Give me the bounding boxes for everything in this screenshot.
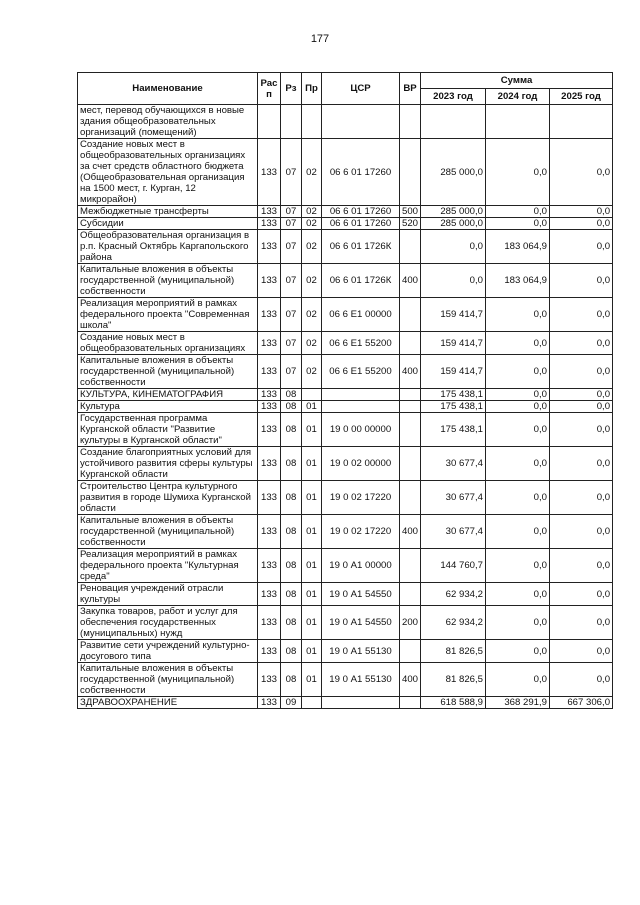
cell-csr: 06 6 Е1 00000: [322, 298, 400, 332]
cell-2024: 0,0: [486, 640, 550, 663]
cell-2023: 30 677,4: [421, 481, 486, 515]
cell-csr: 19 0 02 00000: [322, 447, 400, 481]
cell-pr: 01: [302, 401, 322, 413]
cell-pr: 02: [302, 139, 322, 206]
cell-pr: 01: [302, 549, 322, 583]
cell-2024: 183 064,9: [486, 230, 550, 264]
header-pr: Пр: [302, 73, 322, 105]
header-sum: Сумма: [421, 73, 613, 89]
table-row: [78, 298, 613, 332]
cell-2025: 0,0: [550, 264, 613, 298]
cell-vr: [400, 549, 421, 583]
cell-pr: 02: [302, 230, 322, 264]
cell-vr: 400: [400, 663, 421, 697]
table-row: [78, 206, 613, 218]
cell-rasp: 133: [258, 230, 281, 264]
cell-2024: 0,0: [486, 389, 550, 401]
cell-2025: 0,0: [550, 332, 613, 355]
cell-vr: [400, 413, 421, 447]
cell-2023: 81 826,5: [421, 640, 486, 663]
cell-pr: 01: [302, 640, 322, 663]
cell-2024: [486, 105, 550, 139]
cell-rz: 07: [281, 218, 302, 230]
header-csr: ЦСР: [322, 73, 400, 105]
cell-vr: 520: [400, 218, 421, 230]
cell-2023: 285 000,0: [421, 206, 486, 218]
cell-vr: [400, 139, 421, 206]
table-row: [78, 139, 613, 206]
cell-name: ЗДРАВООХРАНЕНИЕ: [78, 697, 258, 709]
cell-rz: 08: [281, 583, 302, 606]
cell-pr: 01: [302, 583, 322, 606]
cell-name: Капитальные вложения в объекты государственной (муниципальной) собственности: [78, 515, 258, 549]
table-row: [78, 105, 613, 139]
table-row: [78, 515, 613, 549]
table-row: [78, 401, 613, 413]
cell-vr: 500: [400, 206, 421, 218]
cell-2025: 0,0: [550, 139, 613, 206]
cell-rasp: 133: [258, 139, 281, 206]
table-row: [78, 447, 613, 481]
cell-rz: 07: [281, 264, 302, 298]
cell-csr: [322, 105, 400, 139]
cell-csr: 06 6 01 17260: [322, 139, 400, 206]
cell-2023: 159 414,7: [421, 332, 486, 355]
cell-csr: 19 0 А1 55130: [322, 663, 400, 697]
cell-2025: 667 306,0: [550, 697, 613, 709]
cell-2025: 0,0: [550, 230, 613, 264]
cell-csr: 19 0 02 17220: [322, 515, 400, 549]
cell-rasp: 133: [258, 401, 281, 413]
table-row: [78, 355, 613, 389]
cell-2023: 618 588,9: [421, 697, 486, 709]
cell-vr: [400, 640, 421, 663]
cell-rz: 08: [281, 663, 302, 697]
header-rz: Рз: [281, 73, 302, 105]
cell-csr: 19 0 00 00000: [322, 413, 400, 447]
table-row: [78, 389, 613, 401]
cell-csr: 06 6 01 1726К: [322, 230, 400, 264]
header-name: Наименование: [78, 73, 258, 105]
cell-name: Реновация учреждений отрасли культуры: [78, 583, 258, 606]
cell-pr: 01: [302, 481, 322, 515]
cell-name: Реализация мероприятий в рамках федерального проекта "Современная школа": [78, 298, 258, 332]
cell-name: Общеобразовательная организация в р.п. Красный Октябрь Каргапольского района: [78, 230, 258, 264]
page-number: 177: [310, 33, 330, 45]
cell-2023: [421, 105, 486, 139]
cell-2025: 0,0: [550, 401, 613, 413]
table-body: [78, 105, 613, 709]
cell-rasp: 133: [258, 640, 281, 663]
cell-2024: 0,0: [486, 332, 550, 355]
cell-2023: 144 760,7: [421, 549, 486, 583]
cell-rz: 08: [281, 606, 302, 640]
cell-2024: 0,0: [486, 298, 550, 332]
cell-pr: 01: [302, 606, 322, 640]
cell-rasp: 133: [258, 298, 281, 332]
cell-vr: [400, 583, 421, 606]
cell-2025: [550, 105, 613, 139]
cell-csr: 06 6 Е1 55200: [322, 355, 400, 389]
cell-pr: 02: [302, 206, 322, 218]
cell-rasp: 133: [258, 206, 281, 218]
cell-rz: 07: [281, 230, 302, 264]
cell-rasp: 133: [258, 697, 281, 709]
cell-rz: 07: [281, 139, 302, 206]
cell-pr: 02: [302, 332, 322, 355]
cell-vr: [400, 332, 421, 355]
cell-2024: 368 291,9: [486, 697, 550, 709]
header-year-2025: 2025 год: [550, 89, 613, 105]
cell-rasp: 133: [258, 389, 281, 401]
cell-name: Капитальные вложения в объекты государственной (муниципальной) собственности: [78, 264, 258, 298]
cell-2023: 175 438,1: [421, 401, 486, 413]
table-header: [78, 73, 613, 105]
cell-rasp: 133: [258, 218, 281, 230]
cell-name: Создание новых мест в общеобразовательных организациях: [78, 332, 258, 355]
cell-pr: 01: [302, 413, 322, 447]
cell-2023: 0,0: [421, 264, 486, 298]
cell-2024: 0,0: [486, 206, 550, 218]
cell-vr: [400, 401, 421, 413]
cell-pr: 02: [302, 298, 322, 332]
cell-vr: [400, 105, 421, 139]
cell-2025: 0,0: [550, 389, 613, 401]
header-year-2024: 2024 год: [486, 89, 550, 105]
cell-pr: [302, 105, 322, 139]
cell-pr: 01: [302, 447, 322, 481]
cell-rasp: 133: [258, 413, 281, 447]
cell-2023: 175 438,1: [421, 389, 486, 401]
table-row: [78, 481, 613, 515]
cell-pr: [302, 697, 322, 709]
cell-rasp: 133: [258, 332, 281, 355]
cell-rz: 07: [281, 332, 302, 355]
cell-csr: 06 6 01 17260: [322, 218, 400, 230]
cell-2023: 159 414,7: [421, 298, 486, 332]
cell-2024: 0,0: [486, 401, 550, 413]
cell-pr: 02: [302, 355, 322, 389]
cell-name: Развитие сети учреждений культурно-досугового типа: [78, 640, 258, 663]
cell-name: КУЛЬТУРА, КИНЕМАТОГРАФИЯ: [78, 389, 258, 401]
cell-csr: 06 6 01 1726К: [322, 264, 400, 298]
cell-rasp: 133: [258, 663, 281, 697]
cell-rz: 08: [281, 481, 302, 515]
cell-rasp: 133: [258, 481, 281, 515]
cell-name: мест, перевод обучающихся в новые здания общеобразовательных организаций (помещений): [78, 105, 258, 139]
cell-csr: 06 6 01 17260: [322, 206, 400, 218]
header-rasp: Рас п: [258, 73, 281, 105]
cell-vr: 200: [400, 606, 421, 640]
cell-rz: 07: [281, 206, 302, 218]
cell-csr: 19 0 А1 54550: [322, 606, 400, 640]
cell-2025: 0,0: [550, 447, 613, 481]
table-row: [78, 549, 613, 583]
cell-2024: 0,0: [486, 606, 550, 640]
budget-table: [77, 72, 613, 709]
cell-vr: 400: [400, 355, 421, 389]
cell-2025: 0,0: [550, 549, 613, 583]
table-row: [78, 583, 613, 606]
cell-name: Строительство Центра культурного развития в городе Шумиха Курганской области: [78, 481, 258, 515]
cell-vr: [400, 230, 421, 264]
table-row: [78, 606, 613, 640]
cell-2024: 0,0: [486, 139, 550, 206]
cell-rz: 07: [281, 298, 302, 332]
cell-rz: 07: [281, 355, 302, 389]
cell-rasp: 133: [258, 583, 281, 606]
cell-rz: 08: [281, 413, 302, 447]
cell-2023: 159 414,7: [421, 355, 486, 389]
cell-rasp: 133: [258, 447, 281, 481]
cell-pr: 01: [302, 515, 322, 549]
cell-csr: 19 0 02 17220: [322, 481, 400, 515]
cell-2024: 0,0: [486, 549, 550, 583]
cell-pr: 02: [302, 218, 322, 230]
cell-rasp: 133: [258, 549, 281, 583]
cell-2024: 0,0: [486, 355, 550, 389]
cell-pr: 01: [302, 663, 322, 697]
cell-vr: [400, 298, 421, 332]
cell-2025: 0,0: [550, 218, 613, 230]
cell-name: Культура: [78, 401, 258, 413]
cell-pr: 02: [302, 264, 322, 298]
table-row: [78, 640, 613, 663]
cell-name: Межбюджетные трансферты: [78, 206, 258, 218]
cell-2024: 0,0: [486, 413, 550, 447]
cell-2024: 0,0: [486, 663, 550, 697]
cell-2024: 0,0: [486, 481, 550, 515]
cell-2023: 81 826,5: [421, 663, 486, 697]
cell-vr: 400: [400, 264, 421, 298]
cell-name: Закупка товаров, работ и услуг для обеспечения государственных (муниципальных) нужд: [78, 606, 258, 640]
cell-name: Государственная программа Курганской области "Развитие культуры в Курганской области": [78, 413, 258, 447]
header-vr: ВР: [400, 73, 421, 105]
cell-rasp: [258, 105, 281, 139]
cell-csr: 06 6 Е1 55200: [322, 332, 400, 355]
cell-vr: [400, 447, 421, 481]
table-row: [78, 697, 613, 709]
cell-2024: 0,0: [486, 583, 550, 606]
cell-2024: 0,0: [486, 218, 550, 230]
cell-2023: 175 438,1: [421, 413, 486, 447]
cell-vr: [400, 697, 421, 709]
cell-2025: 0,0: [550, 355, 613, 389]
cell-rasp: 133: [258, 264, 281, 298]
cell-2025: 0,0: [550, 413, 613, 447]
cell-csr: 19 0 А1 55130: [322, 640, 400, 663]
cell-2023: 285 000,0: [421, 218, 486, 230]
cell-csr: 19 0 А1 54550: [322, 583, 400, 606]
cell-2023: 62 934,2: [421, 606, 486, 640]
cell-2024: 0,0: [486, 447, 550, 481]
table-row: [78, 663, 613, 697]
cell-name: Субсидии: [78, 218, 258, 230]
cell-2025: 0,0: [550, 515, 613, 549]
table-row: [78, 413, 613, 447]
cell-2024: 0,0: [486, 515, 550, 549]
cell-rasp: 133: [258, 355, 281, 389]
cell-name: Создание новых мест в общеобразовательных организациях за счет средств областного бюджета (Общеобразовательная организация на 1500 мест, г. Курган, 12 микрорайон): [78, 139, 258, 206]
cell-2023: 30 677,4: [421, 447, 486, 481]
cell-2025: 0,0: [550, 481, 613, 515]
cell-rz: 08: [281, 640, 302, 663]
cell-name: Капитальные вложения в объекты государственной (муниципальной) собственности: [78, 355, 258, 389]
cell-name: Создание благоприятных условий для устойчивого развития сферы культуры Курганской области: [78, 447, 258, 481]
cell-2023: 0,0: [421, 230, 486, 264]
cell-rz: [281, 105, 302, 139]
cell-2025: 0,0: [550, 663, 613, 697]
table-row: [78, 332, 613, 355]
cell-2023: 62 934,2: [421, 583, 486, 606]
cell-2025: 0,0: [550, 206, 613, 218]
cell-rz: 08: [281, 447, 302, 481]
cell-rz: 08: [281, 389, 302, 401]
cell-2024: 183 064,9: [486, 264, 550, 298]
cell-name: Капитальные вложения в объекты государственной (муниципальной) собственности: [78, 663, 258, 697]
table-row: [78, 218, 613, 230]
cell-2025: 0,0: [550, 606, 613, 640]
cell-rasp: 133: [258, 515, 281, 549]
cell-rz: 09: [281, 697, 302, 709]
cell-2023: 285 000,0: [421, 139, 486, 206]
table-row: [78, 264, 613, 298]
cell-2025: 0,0: [550, 583, 613, 606]
cell-2025: 0,0: [550, 640, 613, 663]
cell-csr: [322, 401, 400, 413]
cell-pr: [302, 389, 322, 401]
cell-2023: 30 677,4: [421, 515, 486, 549]
cell-vr: 400: [400, 515, 421, 549]
cell-vr: [400, 389, 421, 401]
cell-csr: 19 0 А1 00000: [322, 549, 400, 583]
cell-rasp: 133: [258, 606, 281, 640]
cell-rz: 08: [281, 515, 302, 549]
cell-2025: 0,0: [550, 298, 613, 332]
cell-csr: [322, 389, 400, 401]
cell-name: Реализация мероприятий в рамках федерального проекта "Культурная среда": [78, 549, 258, 583]
cell-rz: 08: [281, 401, 302, 413]
cell-csr: [322, 697, 400, 709]
header-year-2023: 2023 год: [421, 89, 486, 105]
table-row: [78, 230, 613, 264]
cell-vr: [400, 481, 421, 515]
cell-rz: 08: [281, 549, 302, 583]
